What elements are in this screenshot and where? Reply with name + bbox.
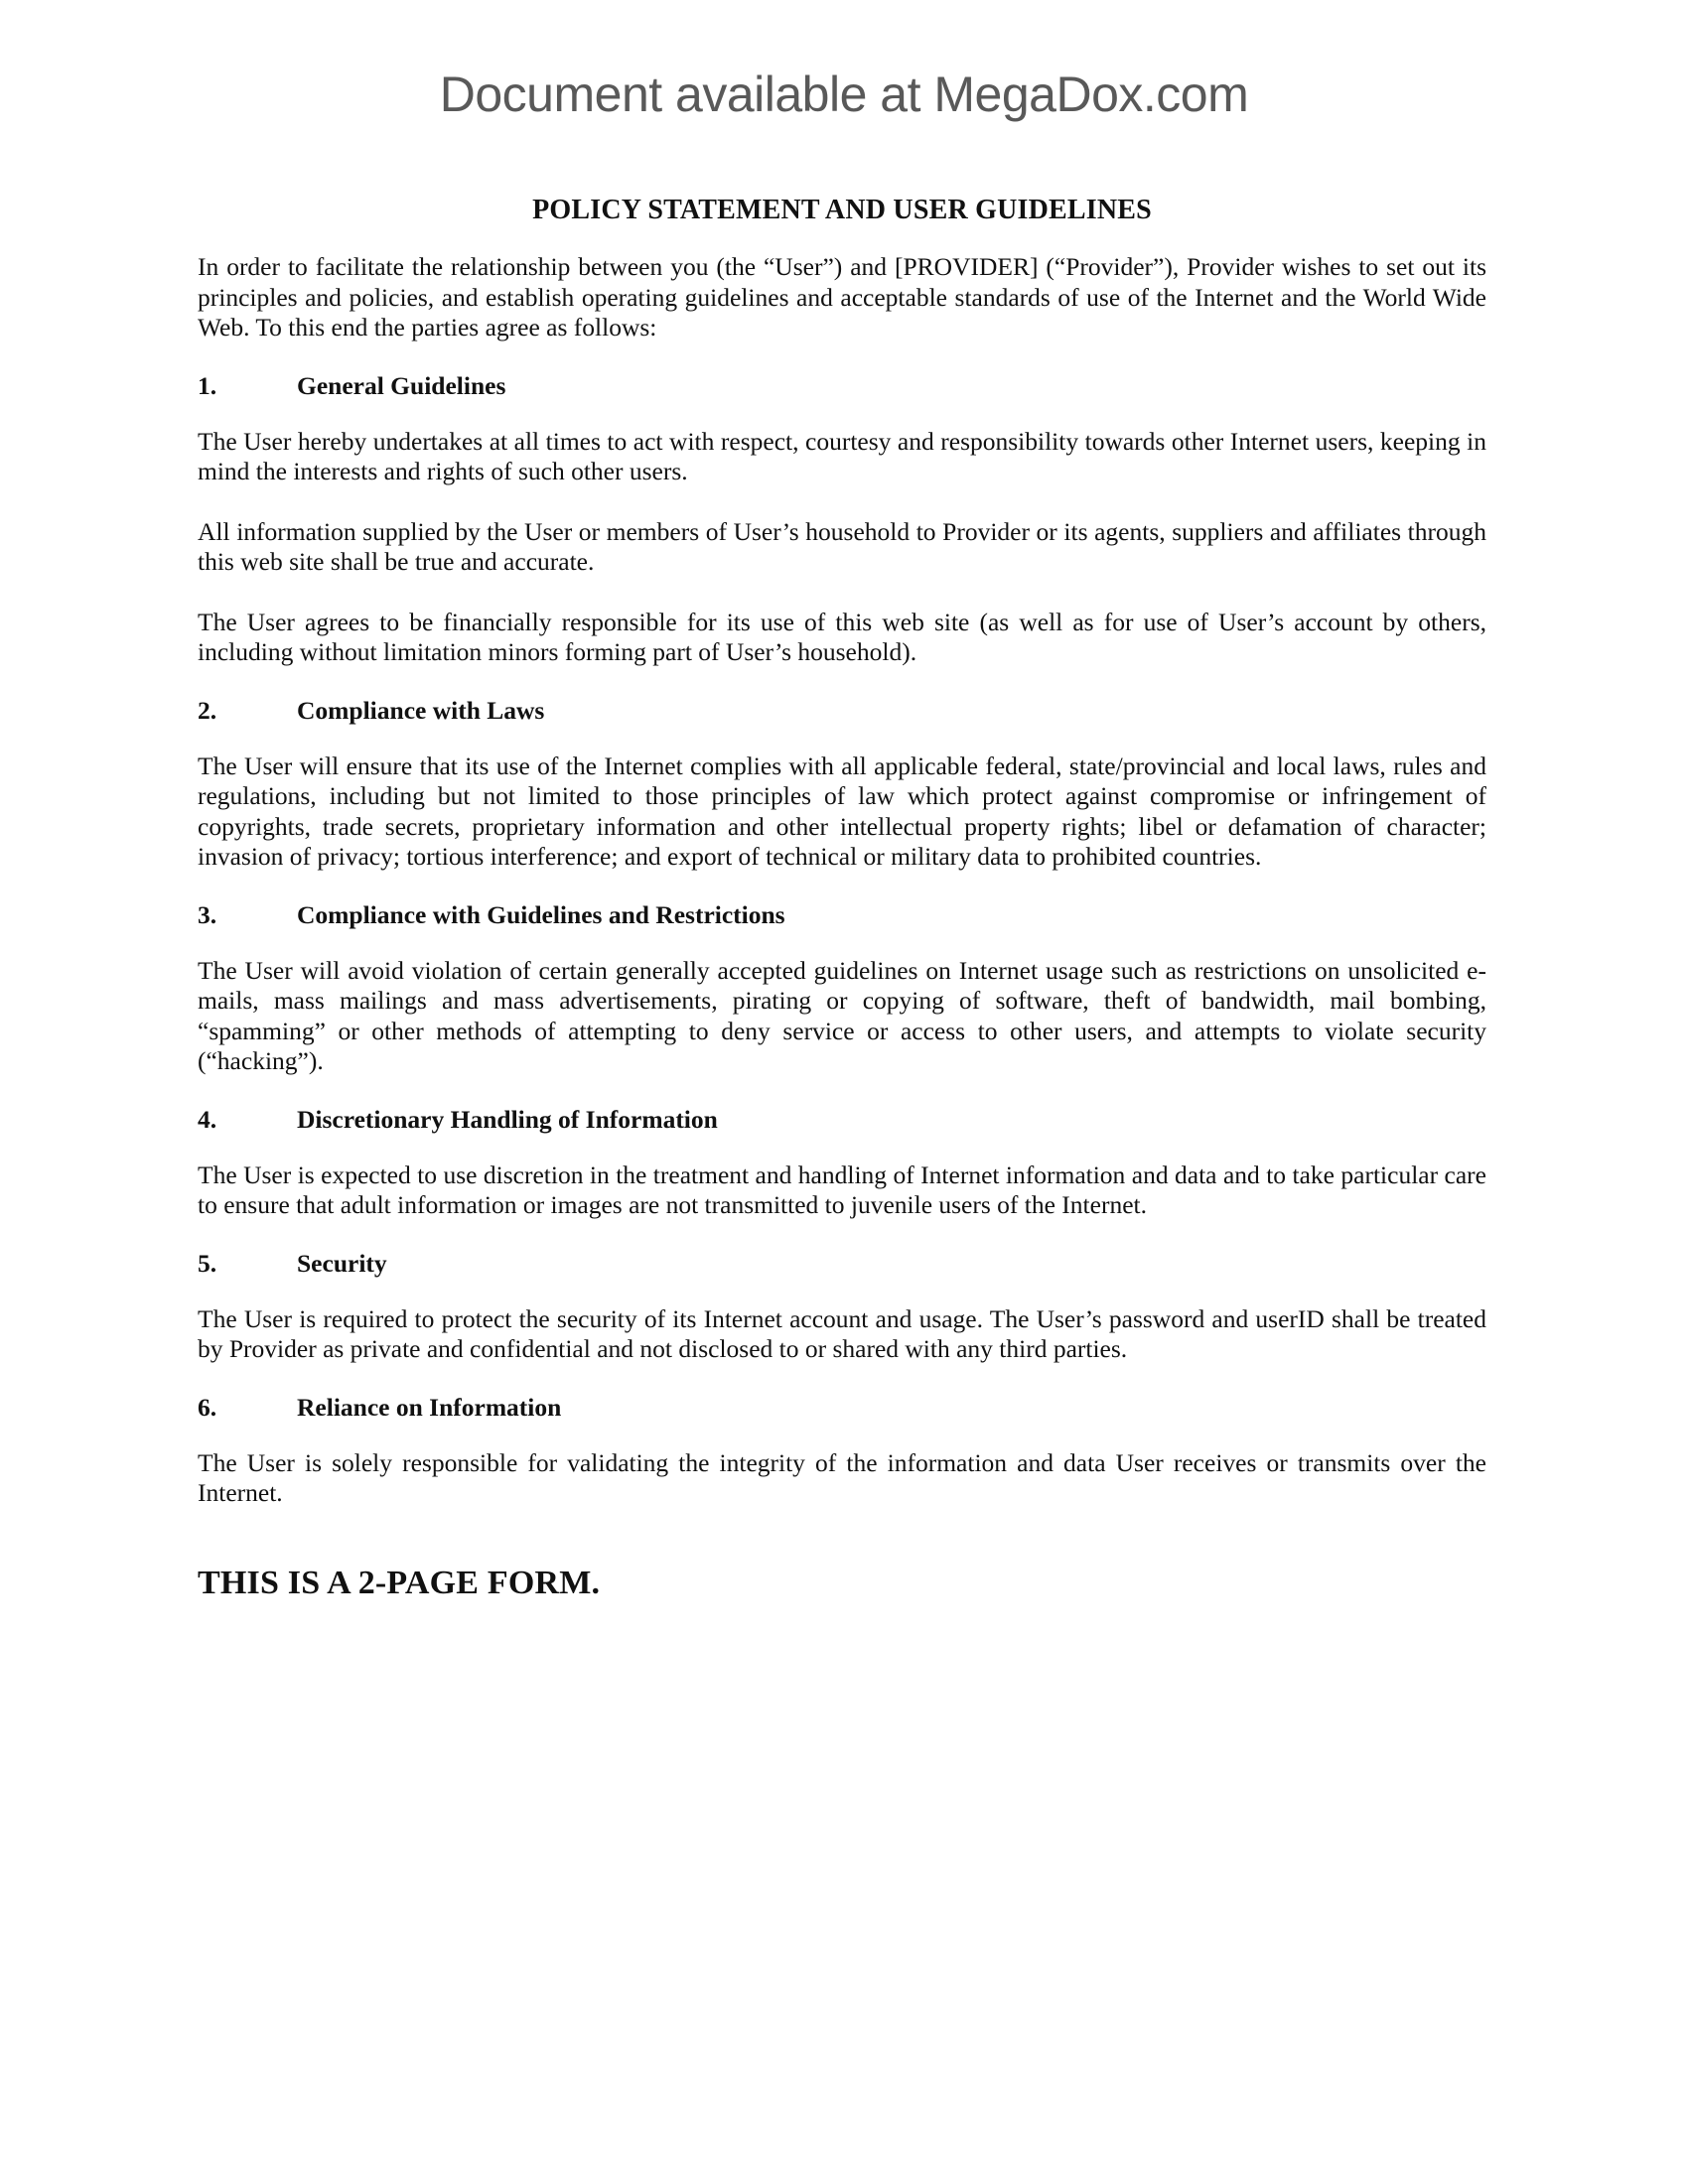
section-1-paragraph-3: The User agrees to be financially responsible for its use of this web site (as well as for use of User’s account by others, including without limitation minors forming part of User’s household). (198, 607, 1486, 666)
section-5-heading (198, 1249, 1486, 1279)
section-number: 1. (198, 370, 217, 400)
section-4-paragraph-1: The User is expected to use discretion in the treatment and handling of Internet information and data and to take particular care to ensure that adult information or images are not transmitted to juvenile users of the Internet. (198, 1160, 1486, 1219)
section-3-heading (198, 900, 1486, 930)
section-title: Compliance with Laws (297, 695, 545, 725)
section-3-paragraph-1: The User will avoid violation of certain generally accepted guidelines on Internet usage such as restrictions on unsolicited e-mails, mass mailings and mass advertisements, pirating or copying of software, theft of bandwidth, mail bombing, “spamming” or other methods of attempting to deny service or access to other users, and attempts to violate security (“hacking”). (198, 955, 1486, 1075)
section-6-heading (198, 1393, 1486, 1423)
section-5-paragraph-1: The User is required to protect the security of its Internet account and usage. The User’s password and userID shall be treated by Provider as private and confidential and not disclosed to or shared with any third parties. (198, 1303, 1486, 1363)
section-title: General Guidelines (297, 370, 506, 400)
document-title: POLICY STATEMENT AND USER GUIDELINES (532, 195, 1152, 225)
section-title: Discretionary Handling of Information (297, 1104, 718, 1134)
section-number: 3. (198, 899, 217, 929)
section-4-heading (198, 1105, 1486, 1135)
megadox-banner: Document available at MegaDox.com (439, 67, 1249, 122)
section-2-heading (198, 696, 1486, 726)
section-2-paragraph-1: The User will ensure that its use of the Internet complies with all applicable federal, state/provincial and local laws, rules and regulations, including but not limited to those principles of law which protect against compromise or infringement of copyrights, trade secrets, proprietary information and other intellectual property rights; libel or defamation of character; invasion of privacy; tortious interference; and export of technical or military data to prohibited countries. (198, 751, 1486, 871)
section-number: 6. (198, 1392, 217, 1422)
section-1-heading (198, 371, 1486, 401)
section-1-paragraph-2: All information supplied by the User or members of User’s household to Provider or its agents, suppliers and affiliates through this web site shall be true and accurate. (198, 516, 1486, 576)
document-page (198, 195, 1486, 1602)
section-1-paragraph-1: The User hereby undertakes at all times to act with respect, courtesy and responsibility towards other Internet users, keeping in mind the interests and rights of such other users. (198, 426, 1486, 485)
section-number: 2. (198, 695, 217, 725)
intro-paragraph: In order to facilitate the relationship between you (the “User”) and [PROVIDER] (“Provider”), Provider wishes to set out its principles and policies, and establish operating guidelines and acceptable standards of use of the Internet and the World Wide Web. To this end the parties agree as follows: (198, 252, 1486, 341)
page-count-notice: THIS IS A 2-PAGE FORM. (198, 1564, 601, 1601)
section-number: 5. (198, 1248, 217, 1278)
section-title: Compliance with Guidelines and Restrictions (297, 899, 785, 929)
section-6-paragraph-1: The User is solely responsible for validating the integrity of the information and data User receives or transmits over the Internet. (198, 1447, 1486, 1507)
section-title: Security (297, 1248, 387, 1278)
section-number: 4. (198, 1104, 217, 1134)
section-title: Reliance on Information (297, 1392, 562, 1422)
